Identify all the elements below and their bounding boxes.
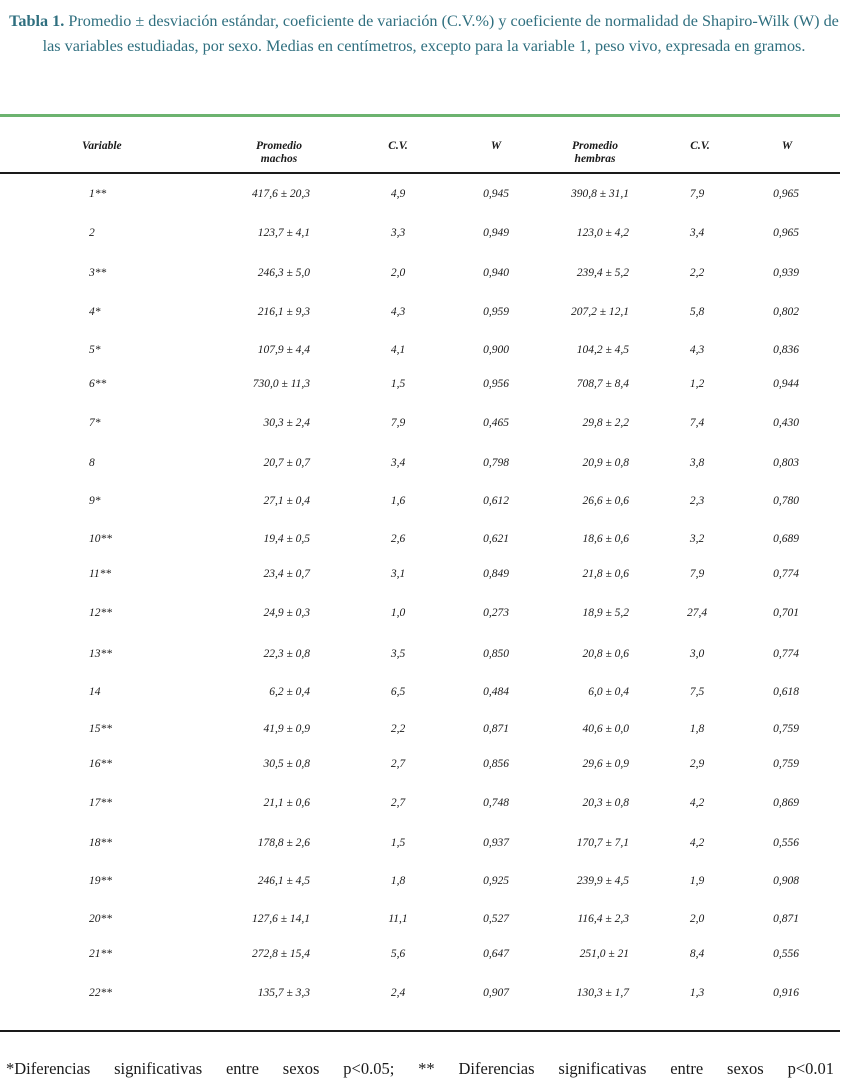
table-row: [0, 186, 840, 202]
cell-w-machos: 0,484: [483, 686, 509, 698]
cell-w-machos: 0,612: [483, 495, 509, 507]
cell-w-hembras: 0,871: [773, 913, 799, 925]
cell-promedio-hembras: 18,9 ± 5,2: [582, 607, 629, 619]
cell-w-machos: 0,959: [483, 306, 509, 318]
cell-w-hembras: 0,556: [773, 948, 799, 960]
table-row: [0, 493, 840, 509]
cell-promedio-machos: 30,5 ± 0,8: [263, 758, 310, 770]
table-row: [0, 835, 840, 851]
cell-promedio-hembras: 239,9 ± 4,5: [576, 875, 629, 887]
header-promedio-hembras-line2: hembras: [574, 153, 616, 165]
table-row: [0, 646, 840, 662]
table-row: [0, 985, 840, 1001]
cell-variable: 8: [89, 457, 95, 469]
header-promedio-hembras: [556, 140, 634, 166]
cell-promedio-machos: 127,6 ± 14,1: [251, 913, 310, 925]
cell-cv-machos: 4,9: [390, 188, 406, 200]
cell-cv-machos: 1,5: [390, 378, 406, 390]
cell-promedio-hembras: 26,6 ± 0,6: [582, 495, 629, 507]
cell-w-hembras: 0,803: [773, 457, 799, 469]
top-rule: [0, 114, 840, 117]
cell-promedio-machos: 178,8 ± 2,6: [257, 837, 310, 849]
cell-promedio-hembras: 708,7 ± 8,4: [576, 378, 629, 390]
bottom-rule: [0, 1030, 840, 1032]
cell-cv-hembras: 8,4: [689, 948, 705, 960]
cell-w-hembras: 0,780: [773, 495, 799, 507]
cell-cv-hembras: 1,3: [689, 987, 705, 999]
cell-variable: 18**: [89, 837, 112, 849]
table-row: [0, 225, 840, 241]
cell-promedio-machos: 21,1 ± 0,6: [263, 797, 310, 809]
cell-promedio-machos: 246,3 ± 5,0: [257, 267, 310, 279]
cell-promedio-machos: 30,3 ± 2,4: [263, 417, 310, 429]
cell-cv-machos: 2,4: [390, 987, 406, 999]
table-row: [0, 455, 840, 471]
cell-cv-machos: 3,5: [390, 648, 406, 660]
cell-promedio-hembras: 29,6 ± 0,9: [582, 758, 629, 770]
cell-variable: 9*: [89, 495, 101, 507]
cell-w-hembras: 0,430: [773, 417, 799, 429]
cell-promedio-hembras: 29,8 ± 2,2: [582, 417, 629, 429]
cell-w-machos: 0,907: [483, 987, 509, 999]
cell-w-machos: 0,465: [483, 417, 509, 429]
table-row: [0, 721, 840, 737]
cell-cv-machos: 1,5: [390, 837, 406, 849]
cell-cv-hembras: 7,9: [689, 188, 705, 200]
cell-w-hembras: 0,908: [773, 875, 799, 887]
cell-w-machos: 0,925: [483, 875, 509, 887]
table-row: [0, 684, 840, 700]
cell-variable: 12**: [89, 607, 112, 619]
cell-cv-hembras: 2,9: [689, 758, 705, 770]
cell-variable: 7*: [89, 417, 101, 429]
cell-w-machos: 0,871: [483, 723, 509, 735]
cell-cv-hembras: 2,2: [689, 267, 705, 279]
table-row: [0, 911, 840, 927]
cell-w-machos: 0,647: [483, 948, 509, 960]
cell-cv-machos: 5,6: [390, 948, 406, 960]
cell-cv-machos: 3,4: [390, 457, 406, 469]
cell-cv-hembras: 4,2: [689, 837, 705, 849]
table-row: [0, 342, 840, 358]
cell-variable: 2: [89, 227, 95, 239]
cell-promedio-hembras: 6,0 ± 0,4: [588, 686, 629, 698]
cell-promedio-machos: 246,1 ± 4,5: [257, 875, 310, 887]
header-promedio-machos-line1: Promedio: [256, 140, 302, 152]
cell-w-hembras: 0,869: [773, 797, 799, 809]
cell-promedio-machos: 6,2 ± 0,4: [269, 686, 310, 698]
cell-cv-hembras: 7,5: [689, 686, 705, 698]
cell-cv-hembras: 1,9: [689, 875, 705, 887]
table-row: [0, 946, 840, 962]
header-w-machos: W: [490, 140, 502, 152]
cell-cv-machos: 1,8: [390, 875, 406, 887]
cell-promedio-hembras: 104,2 ± 4,5: [576, 344, 629, 356]
table-row: [0, 531, 840, 547]
cell-w-machos: 0,849: [483, 568, 509, 580]
cell-w-hembras: 0,939: [773, 267, 799, 279]
cell-variable: 22**: [89, 987, 112, 999]
cell-cv-machos: 1,6: [390, 495, 406, 507]
table-row: [0, 795, 840, 811]
cell-cv-machos: 4,1: [390, 344, 406, 356]
cell-variable: 21**: [89, 948, 112, 960]
cell-w-machos: 0,273: [483, 607, 509, 619]
cell-cv-machos: 2,6: [390, 533, 406, 545]
cell-cv-hembras: 1,2: [689, 378, 705, 390]
cell-cv-hembras: 1,8: [689, 723, 705, 735]
cell-w-machos: 0,527: [483, 913, 509, 925]
cell-w-machos: 0,945: [483, 188, 509, 200]
cell-promedio-machos: 730,0 ± 11,3: [252, 378, 310, 390]
cell-cv-machos: 2,2: [390, 723, 406, 735]
cell-w-hembras: 0,618: [773, 686, 799, 698]
cell-variable: 6**: [89, 378, 107, 390]
cell-variable: 11**: [89, 568, 112, 580]
cell-w-hembras: 0,965: [773, 188, 799, 200]
table-row: [0, 265, 840, 281]
cell-w-machos: 0,748: [483, 797, 509, 809]
cell-cv-hembras: 3,8: [689, 457, 705, 469]
cell-w-hembras: 0,802: [773, 306, 799, 318]
cell-promedio-hembras: 20,9 ± 0,8: [582, 457, 629, 469]
cell-promedio-hembras: 20,8 ± 0,6: [582, 648, 629, 660]
header-cv-hembras: C.V.: [690, 140, 710, 152]
caption-label: Tabla 1.: [9, 12, 65, 30]
cell-cv-hembras: 3,0: [689, 648, 705, 660]
cell-promedio-hembras: 251,0 ± 21: [579, 948, 629, 960]
cell-w-machos: 0,937: [483, 837, 509, 849]
cell-promedio-machos: 123,7 ± 4,1: [257, 227, 310, 239]
cell-cv-hembras: 4,2: [689, 797, 705, 809]
cell-promedio-hembras: 123,0 ± 4,2: [576, 227, 629, 239]
cell-cv-hembras: 7,9: [689, 568, 705, 580]
table-row: [0, 415, 840, 431]
cell-w-hembras: 0,759: [773, 758, 799, 770]
table-row: [0, 873, 840, 889]
cell-w-machos: 0,940: [483, 267, 509, 279]
cell-w-hembras: 0,774: [773, 568, 799, 580]
table-row: [0, 304, 840, 320]
header-promedio-hembras-line1: Promedio: [572, 140, 618, 152]
cell-variable: 13**: [89, 648, 112, 660]
cell-variable: 3**: [89, 267, 107, 279]
cell-w-machos: 0,856: [483, 758, 509, 770]
cell-promedio-machos: 41,9 ± 0,9: [263, 723, 310, 735]
cell-w-hembras: 0,689: [773, 533, 799, 545]
cell-promedio-machos: 23,4 ± 0,7: [263, 568, 310, 580]
table-row: [0, 605, 840, 621]
cell-w-machos: 0,621: [483, 533, 509, 545]
cell-cv-machos: 4,3: [390, 306, 406, 318]
cell-promedio-machos: 27,1 ± 0,4: [263, 495, 310, 507]
table-footnote: *Diferencias significativas entre sexos p<0.05; ** Diferencias significativas entre sexos p<0.01: [6, 1059, 834, 1078]
cell-promedio-machos: 107,9 ± 4,4: [257, 344, 310, 356]
cell-variable: 20**: [89, 913, 112, 925]
cell-variable: 1**: [89, 188, 107, 200]
cell-cv-hembras: 2,0: [689, 913, 705, 925]
cell-promedio-hembras: 170,7 ± 7,1: [576, 837, 629, 849]
cell-w-hembras: 0,701: [773, 607, 799, 619]
cell-promedio-machos: 272,8 ± 15,4: [251, 948, 310, 960]
cell-w-machos: 0,949: [483, 227, 509, 239]
header-promedio-machos: [240, 140, 318, 166]
cell-cv-hembras: 2,3: [689, 495, 705, 507]
cell-w-machos: 0,850: [483, 648, 509, 660]
cell-promedio-machos: 135,7 ± 3,3: [257, 987, 310, 999]
cell-promedio-machos: 24,9 ± 0,3: [263, 607, 310, 619]
cell-w-hembras: 0,836: [773, 344, 799, 356]
table-row: [0, 756, 840, 772]
header-cv-machos: C.V.: [388, 140, 408, 152]
cell-cv-machos: 1,0: [390, 607, 406, 619]
cell-cv-hembras: 3,4: [689, 227, 705, 239]
cell-promedio-hembras: 390,8 ± 31,1: [570, 188, 629, 200]
cell-promedio-hembras: 18,6 ± 0,6: [582, 533, 629, 545]
cell-variable: 17**: [89, 797, 112, 809]
cell-w-hembras: 0,759: [773, 723, 799, 735]
cell-promedio-hembras: 116,4 ± 2,3: [577, 913, 629, 925]
cell-variable: 4*: [89, 306, 101, 318]
cell-promedio-hembras: 21,8 ± 0,6: [582, 568, 629, 580]
cell-promedio-machos: 216,1 ± 9,3: [257, 306, 310, 318]
cell-promedio-hembras: 40,6 ± 0,0: [582, 723, 629, 735]
cell-cv-machos: 3,1: [390, 568, 406, 580]
cell-variable: 14: [89, 686, 101, 698]
cell-cv-hembras: 7,4: [689, 417, 705, 429]
cell-cv-hembras: 5,8: [689, 306, 705, 318]
cell-promedio-hembras: 239,4 ± 5,2: [576, 267, 629, 279]
header-w-hembras: W: [781, 140, 793, 152]
cell-w-hembras: 0,944: [773, 378, 799, 390]
cell-w-hembras: 0,774: [773, 648, 799, 660]
cell-promedio-hembras: 130,3 ± 1,7: [576, 987, 629, 999]
cell-cv-hembras: 4,3: [689, 344, 705, 356]
header-promedio-machos-line2: machos: [260, 153, 298, 165]
cell-w-machos: 0,798: [483, 457, 509, 469]
cell-w-machos: 0,956: [483, 378, 509, 390]
table-row: [0, 566, 840, 582]
cell-cv-machos: 2,7: [390, 758, 406, 770]
cell-promedio-machos: 20,7 ± 0,7: [263, 457, 310, 469]
cell-variable: 5*: [89, 344, 101, 356]
table-row: [0, 376, 840, 392]
cell-variable: 16**: [89, 758, 112, 770]
cell-cv-machos: 11,1: [388, 913, 408, 925]
cell-w-machos: 0,900: [483, 344, 509, 356]
cell-promedio-machos: 19,4 ± 0,5: [263, 533, 310, 545]
cell-cv-machos: 6,5: [390, 686, 406, 698]
cell-promedio-hembras: 207,2 ± 12,1: [570, 306, 629, 318]
header-variable: Variable: [82, 140, 122, 152]
table-caption: [6, 9, 842, 59]
cell-w-hembras: 0,556: [773, 837, 799, 849]
cell-promedio-machos: 417,6 ± 20,3: [251, 188, 310, 200]
cell-cv-machos: 2,0: [390, 267, 406, 279]
cell-w-hembras: 0,965: [773, 227, 799, 239]
cell-promedio-machos: 22,3 ± 0,8: [263, 648, 310, 660]
cell-cv-hembras: 27,4: [686, 607, 708, 619]
cell-variable: 15**: [89, 723, 112, 735]
cell-promedio-hembras: 20,3 ± 0,8: [582, 797, 629, 809]
cell-cv-machos: 2,7: [390, 797, 406, 809]
caption-text: Promedio ± desviación estándar, coeficiente de variación (C.V.%) y coeficiente de normalidad de Shapiro-Wilk (W) de las variables estudiadas, por sexo. Medias en centímetros, excepto para la variable 1, peso vivo, expresada en gramos.: [42, 12, 839, 55]
cell-w-hembras: 0,916: [773, 987, 799, 999]
cell-cv-machos: 3,3: [390, 227, 406, 239]
cell-cv-machos: 7,9: [390, 417, 406, 429]
cell-variable: 10**: [89, 533, 112, 545]
header-rule: [0, 172, 840, 174]
cell-cv-hembras: 3,2: [689, 533, 705, 545]
cell-variable: 19**: [89, 875, 112, 887]
